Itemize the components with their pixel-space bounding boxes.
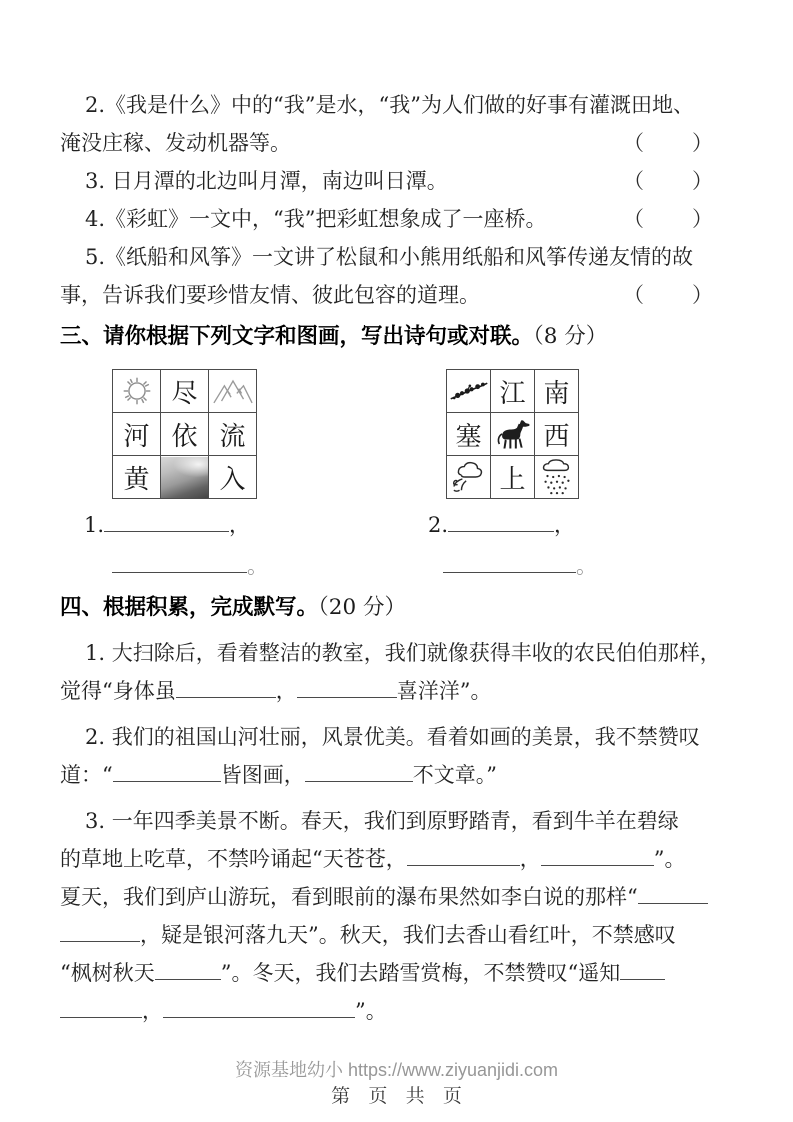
grid2-cell-shang	[491, 456, 535, 499]
blossom-branch-icon	[449, 379, 489, 403]
grid1-char-yi: 依	[171, 421, 198, 452]
poem-grid-1	[112, 369, 257, 499]
grid2-char-xi: 西	[543, 421, 570, 452]
tf-item3-answer-paren: （ ）	[623, 169, 715, 193]
grid2-char-jiang: 江	[499, 378, 526, 409]
grid1-cell-sun	[113, 370, 161, 413]
p3-line5	[60, 954, 733, 992]
p3-line2-post: ”。	[653, 847, 686, 871]
sun-icon	[118, 372, 156, 410]
grid2-char-nan: 南	[543, 378, 570, 409]
answer-1-top	[84, 507, 384, 543]
p2-line2-mid: 皆图画，	[220, 763, 305, 787]
p3-blank-autumn	[155, 965, 221, 980]
tf-item3-line	[60, 162, 733, 200]
p3-line2-comma: ，	[519, 847, 541, 871]
dictation-paragraph-1	[60, 634, 733, 710]
answer-1-bottom	[84, 543, 384, 589]
grid2-cell-nan	[535, 370, 579, 413]
p2-line2	[60, 756, 733, 794]
wind-cloud-icon	[450, 459, 488, 495]
dictation-paragraph-2	[60, 718, 733, 794]
p3-line4-text: ，疑是银河落九天”。秋天，我们去香山看红叶，不禁感叹	[140, 923, 676, 947]
tf-item5-line2-text: 事，告诉我们要珍惜友情、彼此包容的道理。	[60, 283, 480, 307]
grid2-cell-sai	[447, 413, 491, 456]
p3-line1: 3. 一年四季美景不断。春天，我们到原野踏青，看到牛羊在碧绿	[85, 809, 679, 833]
grid2-char-shang: 上	[499, 464, 526, 495]
answer-2-blank-1	[448, 517, 554, 532]
p1-line2-post: 喜洋洋”。	[396, 679, 492, 703]
answer-1-comma: ，	[229, 513, 251, 537]
p3-line2-pre: 的草地上吃草，不禁吟诵起“天苍苍，	[60, 847, 407, 871]
mountains-icon	[212, 377, 254, 406]
section-4-title: 四、根据积累，完成默写。	[60, 595, 319, 619]
p3-line5-mid: ”。冬天，我们去踏雪赏梅，不禁赞叹“遥知	[220, 961, 621, 985]
p3-blank-summer-1	[638, 889, 708, 904]
grid2-cell-horse	[491, 413, 535, 456]
section3-answer-lines	[60, 507, 733, 589]
p3-line6-post: ”。	[355, 999, 387, 1023]
answer-line-2	[428, 507, 597, 589]
grid1-cell-sea	[161, 456, 209, 499]
tf-item4-line	[60, 200, 733, 238]
p3-blank-winter-3	[163, 1003, 355, 1018]
answer-2-comma: ，	[554, 513, 576, 537]
horse-icon	[493, 415, 533, 453]
tf-item5-answer-paren: （ ）	[623, 283, 715, 307]
answer-1-blank-2	[112, 558, 247, 573]
tf-item2-line2-text: 淹没庄稼、发动机器等。	[60, 131, 291, 155]
true-false-section	[60, 86, 733, 314]
worksheet-content	[60, 86, 733, 1030]
p3-blank-winter-2	[60, 1003, 142, 1018]
poem-picture-grids	[60, 369, 733, 499]
answer-2-blank-2	[443, 558, 576, 573]
p3-line6	[60, 992, 733, 1030]
grid1-char-ru: 入	[219, 464, 246, 495]
grid1-cell-huang	[113, 456, 161, 499]
grid2-cell-xi	[535, 413, 579, 456]
grid1-cell-yi	[161, 413, 209, 456]
section-4-score: （20 分）	[318, 595, 406, 620]
grid2-cell-blossom	[447, 370, 491, 413]
p1-blank-1	[176, 683, 276, 698]
p3-blank-summer-2	[60, 927, 140, 942]
answer-2-top	[428, 507, 597, 543]
answer-2-number: 2.	[428, 513, 449, 537]
tf-item3-text: 3. 日月潭的北边叫月潭，南边叫日潭。	[85, 169, 448, 193]
tf-item5-line2	[60, 276, 733, 314]
tf-item5-line1: 5.《纸船和风筝》一文讲了松鼠和小熊用纸船和风筝传递友情的故	[85, 245, 694, 269]
grid1-char-jin: 尽	[171, 378, 198, 409]
sea-image	[161, 457, 208, 498]
p2-line2-post: 不文章。”	[412, 763, 497, 787]
p3-blank-spring-2	[541, 851, 654, 866]
grid1-char-huang: 黄	[123, 464, 150, 495]
p2-blank-1	[113, 767, 221, 782]
p3-line3-text: 夏天，我们到庐山游玩，看到眼前的瀑布果然如李白说的那样“	[60, 885, 638, 909]
p1-blank-2	[297, 683, 397, 698]
tf-item2-line1: 2.《我是什么》中的“我”是水，“我”为人们做的好事有灌溉田地、	[85, 93, 694, 117]
p1-line2	[60, 672, 733, 710]
grid1-char-liu: 流	[219, 421, 246, 452]
tf-item4-text: 4.《彩虹》一文中，“我”把彩虹想象成了一座桥。	[85, 207, 547, 231]
grid1-cell-liu	[209, 413, 257, 456]
p3-line2	[60, 840, 733, 878]
answer-line-1	[84, 507, 384, 589]
answer-1-blank-1	[104, 517, 229, 532]
grid2-char-sai: 塞	[455, 421, 482, 452]
section-3-score: （8 分）	[533, 324, 608, 349]
grid2-cell-wind	[447, 456, 491, 499]
grid1-cell-he	[113, 413, 161, 456]
footer-page-label: 第 页 共 页	[331, 1086, 462, 1107]
footer-site-line: 资源基地幼小 https://www.ziyuanjidi.com	[234, 1060, 559, 1080]
section-3-title: 三、请你根据下列文字和图画，写出诗句或对联。	[60, 324, 534, 348]
answer-1-period: 。	[247, 554, 268, 578]
rain-cloud-icon	[539, 458, 575, 496]
p3-line5-pre: “枫树秋天	[60, 961, 155, 985]
tf-item4-answer-paren: （ ）	[623, 207, 715, 231]
grid2-cell-jiang	[491, 370, 535, 413]
p3-line3	[60, 878, 733, 916]
grid2-cell-rain	[535, 456, 579, 499]
dictation-paragraph-3	[60, 802, 733, 1030]
grid1-cell-ru	[209, 456, 257, 499]
p2-line2-pre: 道：“	[60, 763, 113, 787]
grid1-cell-mountains	[209, 370, 257, 413]
p1-line2-comma: ，	[275, 679, 297, 703]
p3-blank-winter-1	[620, 965, 665, 980]
p2-blank-2	[305, 767, 413, 782]
p3-line4	[60, 916, 733, 954]
grid1-char-he: 河	[123, 421, 150, 452]
section-4-heading	[60, 591, 733, 624]
p1-line1: 1. 大扫除后，看着整洁的教室，我们就像获得丰收的农民伯伯那样，	[85, 641, 721, 665]
answer-1-number: 1.	[84, 513, 105, 537]
grid1-cell-jin	[161, 370, 209, 413]
answer-2-bottom	[428, 543, 597, 589]
tf-item2-answer-paren: （ ）	[623, 131, 715, 155]
answer-2-period: 。	[576, 554, 597, 578]
p1-line2-pre: 觉得“身体虽	[60, 679, 176, 703]
section-3-heading	[60, 320, 733, 353]
tf-item2-line2	[60, 124, 733, 162]
poem-grid-2	[446, 369, 579, 499]
p3-line6-comma: ，	[142, 999, 163, 1023]
p2-line1: 2. 我们的祖国山河壮丽，风景优美。看着如画的美景，我不禁赞叹	[85, 725, 700, 749]
p3-blank-spring-1	[407, 851, 520, 866]
